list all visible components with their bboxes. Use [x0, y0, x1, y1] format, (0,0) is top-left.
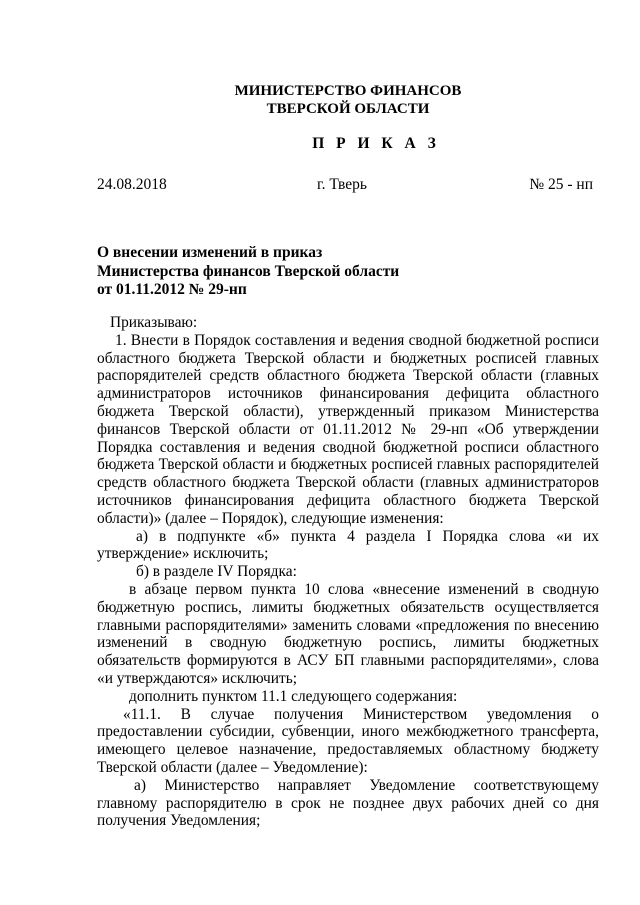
subject-line1: О внесении изменений в приказ — [97, 244, 323, 261]
document-date: 24.08.2018 — [97, 176, 167, 193]
ministry-name-line1: МИНИСТЕРСТВО ФИНАНСОВ — [234, 83, 462, 99]
paragraph-add-11-1: дополнить пунктом 11.1 следующего содержания: — [129, 687, 458, 705]
ministry-name-line2: ТВЕРСКОЙ ОБЛАСТИ — [266, 101, 430, 117]
paragraph-item-a: а) в подпункте «б» пункта 4 раздела I Порядка слова «и их утверждение» исключить; — [97, 527, 599, 563]
subject-line3: от 01.11.2012 № 29-нп — [97, 281, 247, 298]
paragraph-section-10: в абзаце первом пункта 10 слова «внесение изменений в сводную бюджетную роспись, лимиты бюджетных обязательств осуществляется главными распорядителями» заменить словами «предложения по внесению изменений в сводную бюджетную роспись, лимиты бюджетных обязательств формируются в АСУ БП главными распорядителями», слова «и утверждаются» исключить; — [97, 580, 599, 687]
ministry-header — [0, 82, 640, 118]
document-body — [97, 314, 599, 830]
document-type-title: П Р И К А З — [312, 135, 440, 152]
paragraph-11-1: «11.1. В случае получения Министерством уведомления о предоставлении субсидии, субвенции, иного межбюджетного трансферта, имеющего целевое назначение, предоставляемых областному бюджету Тверской области (далее – Уведомление): — [97, 705, 599, 776]
document-city: г. Тверь — [317, 176, 367, 193]
document-number: № 25 - нп — [529, 176, 593, 193]
paragraph-item-1: 1. Внести в Порядок составления и ведения сводной бюджетной росписи областного бюджета Тверской области и бюджетных росписей главных распорядителей средств областного бюджета Тверской области (главных администраторов источников финансирования дефицита областного бюджета Тверской области), утвержденный приказом Министерства финансов Тверской области от 01.11.2012 № 29-нп «Об утверждении Порядка составления и ведения сводной бюджетной росписи областного бюджета Тверской области и бюджетных росписей главных распорядителей средств областного бюджета Тверской области (главных администраторов источников финансирования дефицита областного бюджета Тверской области)» (далее – Порядок), следующие изменения: — [97, 331, 599, 527]
order-word: Приказываю: — [110, 314, 198, 331]
document-subject — [97, 244, 497, 300]
paragraph-11-1-a: а) Министерство направляет Уведомление соответствующему главному распорядителю в срок не позднее двух рабочих дней со дня получения Уведомления; — [97, 776, 599, 830]
paragraph-item-b: б) в разделе IV Порядка: — [136, 563, 297, 581]
subject-line2: Министерства финансов Тверской области — [97, 262, 400, 280]
